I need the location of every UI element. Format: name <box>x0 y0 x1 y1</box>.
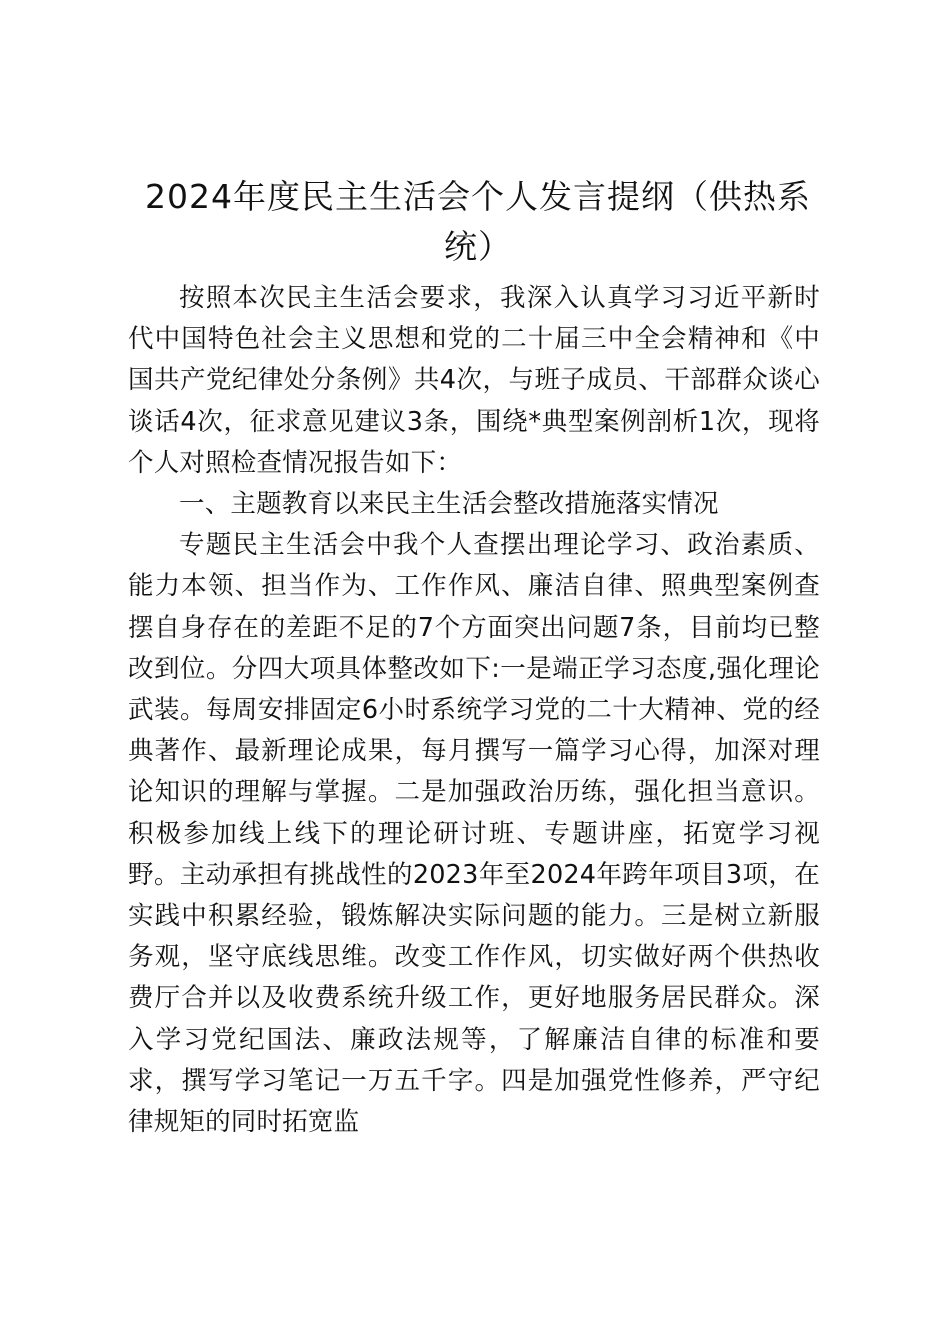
intro-paragraph: 按照本次民主生活会要求，我深入认真学习习近平新时代中国特色社会主义思想和党的二十届三中全会精神和《中国共产党纪律处分条例》共4次，与班子成员、干部群众谈心谈话4次，征求意见建议3条，围绕*典型案例剖析1次，现将个人对照检查情况报告如下： <box>128 283 820 478</box>
document-title: 2024年度民主生活会个人发言提纲（供热系统） <box>145 177 811 266</box>
section-heading: 一、主题教育以来民主生活会整改措施落实情况 <box>179 489 719 520</box>
document-body <box>128 278 820 1143</box>
section-paragraph: 专题民主生活会中我个人查摆出理论学习、政治素质、能力本领、担当作为、工作作风、廉洁自律、照典型案例查摆自身存在的差距不足的7个方面突出问题7条，目前均已整改到位。分四大项具体整改如下:一是端正学习态度,强化理论武装。每周安排固定6小时系统学习党的二十大精神、党的经典著作、最新理论成果，每月撰写一篇学习心得，加深对理论知识的理解与掌握。二是加强政治历练，强化担当意识。积极参加线上线下的理论研讨班、专题讲座，拓宽学习视野。主动承担有挑战性的2023年至2024年跨年项目3项，在实践中积累经验，锻炼解决实际问题的能力。三是树立新服务观，坚守底线思维。改变工作作风，切实做好两个供热收费厅合并以及收费系统升级工作，更好地服务居民群众。深入学习党纪国法、廉政法规等，了解廉洁自律的标准和要求，撰写学习笔记一万五千字。四是加强党性修养，严守纪律规矩的同时拓宽监 <box>128 530 820 1138</box>
